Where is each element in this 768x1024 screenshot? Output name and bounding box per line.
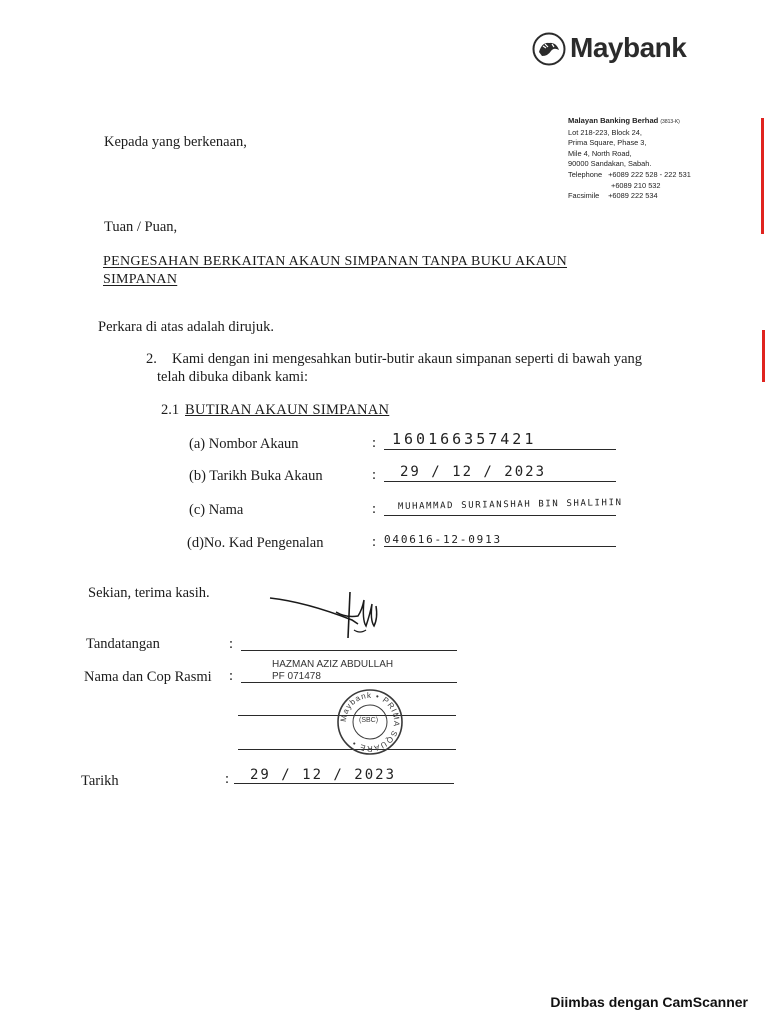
- facsimile-label: Facsimile: [568, 191, 600, 201]
- date-label: Tarikh: [81, 773, 119, 789]
- field-label: (a) Nombor Akaun: [189, 436, 299, 452]
- field-colon: :: [372, 534, 377, 550]
- handwritten-signature: [266, 590, 406, 650]
- address-line: 90000 Sandakan, Sabah.: [568, 159, 652, 169]
- field-colon: :: [372, 501, 377, 517]
- subject-title-line2: SIMPANAN: [103, 272, 178, 287]
- field-underline: [384, 515, 616, 516]
- field-underline: [384, 449, 616, 450]
- official-name-colon: :: [229, 668, 234, 684]
- date-line: [234, 783, 454, 784]
- section-title: BUTIRAN AKAUN SIMPANAN: [185, 402, 390, 418]
- officer-pf: PF 071478: [272, 671, 321, 682]
- field-colon: :: [372, 467, 377, 483]
- telephone-number: +6089 222 528 - 222 531: [608, 169, 691, 179]
- signature-label: Tandatangan: [86, 636, 160, 652]
- field-value-open-date: 29 / 12 / 2023: [400, 464, 547, 480]
- telephone-number-2: +6089 210 532: [611, 180, 661, 190]
- field-underline: [384, 546, 616, 547]
- field-label: (d)No. Kad Pengenalan: [187, 535, 324, 551]
- scan-edge-mark-bottom: [762, 330, 765, 382]
- field-label: (c) Nama: [189, 502, 244, 518]
- date-colon: :: [225, 771, 230, 787]
- paragraph-line2: telah dibuka dibank kami:: [157, 369, 309, 385]
- maybank-logo: [532, 30, 702, 70]
- field-value-ic-number: 040616-12-0913: [384, 533, 502, 546]
- paragraph-number: 2.: [146, 351, 157, 367]
- facsimile-number: +6089 222 534: [608, 191, 658, 201]
- field-colon: :: [372, 435, 377, 451]
- stamp-text: Maybank • PRIMA SQUARE •: [338, 690, 402, 754]
- signature-colon: :: [229, 636, 234, 652]
- company-reg: (3813-K): [660, 119, 680, 125]
- tiger-emblem-icon: [532, 32, 566, 66]
- camscanner-watermark: Diimbas dengan CamScanner: [550, 994, 748, 1010]
- field-value-account-number: 160166357421: [392, 430, 537, 448]
- logo-wordmark: Maybank: [570, 32, 687, 63]
- company-name: Malayan Banking Berhad: [568, 116, 659, 125]
- officer-name: HAZMAN AZIZ ABDULLAH: [272, 659, 394, 670]
- subject-title-line1: PENGESAHAN BERKAITAN AKAUN SIMPANAN TANPA BUKU AKAUN: [103, 254, 568, 269]
- field-underline: [384, 481, 616, 482]
- scan-edge-mark-top: [761, 118, 764, 234]
- telephone-label: Telephone: [568, 169, 603, 179]
- date-value: 29 / 12 / 2023: [250, 767, 397, 783]
- signature-line: [241, 650, 457, 651]
- address-line: Mile 4, North Road,: [568, 148, 632, 158]
- closing-line: Sekian, terima kasih.: [88, 585, 210, 601]
- field-label: (b) Tarikh Buka Akaun: [189, 468, 323, 484]
- address-line: Lot 218-223, Block 24,: [568, 127, 642, 137]
- bank-address-block: [568, 116, 758, 202]
- salutation: Tuan / Puan,: [104, 219, 178, 235]
- official-name-line: [241, 682, 457, 683]
- field-value-name: MUHAMMAD SURIANSHAH BIN SHALIHIN: [397, 498, 623, 512]
- section-number: 2.1: [161, 402, 180, 418]
- reference-line: Perkara di atas adalah dirujuk.: [98, 319, 274, 335]
- recipient-line: Kepada yang berkenaan,: [104, 134, 247, 150]
- paragraph-line1: Kami dengan ini mengesahkan butir-butir akaun simpanan seperti di bawah yang: [172, 351, 643, 367]
- stamp-code: (SBC): [359, 717, 379, 724]
- address-line: Prima Square, Phase 3,: [568, 138, 647, 148]
- bank-stamp: [336, 688, 404, 756]
- official-name-label: Nama dan Cop Rasmi: [84, 669, 212, 685]
